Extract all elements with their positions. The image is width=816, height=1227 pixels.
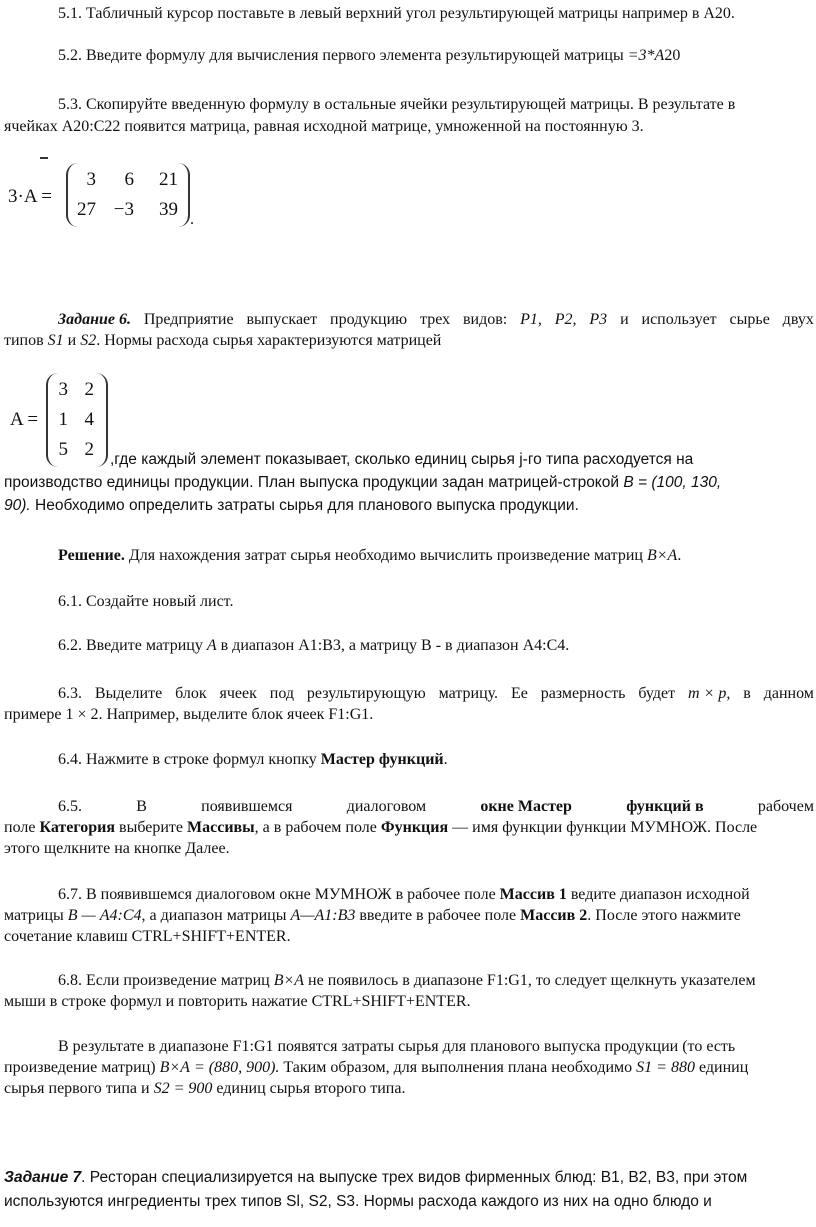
- text: произведение матриц): [4, 1059, 160, 1076]
- task7-label: Задание 7: [4, 1169, 82, 1186]
- text: выберите: [115, 819, 188, 836]
- field-name: Массив 1: [499, 886, 567, 903]
- task6-cont-line1: ,где каждый элемент показывает, сколько единиц сырья j-го типа расходуется на: [110, 451, 694, 468]
- text: . Нормы расхода сырья характеризуются матрицей: [96, 332, 442, 349]
- s1-symbol: S1: [47, 332, 64, 349]
- word: Выделите: [94, 685, 163, 702]
- word: 6.3.: [58, 685, 82, 702]
- field-name: Массивы: [187, 819, 255, 836]
- step-5-1: 5.1. Табличный курсор поставьте в левый верхний угол результирующей матрицы например в А20.: [58, 5, 735, 22]
- formula: =3*А: [627, 47, 665, 64]
- word: результирующую: [306, 685, 426, 702]
- step-6-5-line2: [4, 818, 757, 837]
- step-6-7-line2: [4, 906, 741, 925]
- right-bracket: [96, 373, 108, 467]
- word: продукцию: [330, 311, 408, 328]
- word: будет: [638, 685, 676, 702]
- step-6-5-line3: этого щелкните на кнопке Далее.: [4, 840, 230, 857]
- word: ячеек: [219, 685, 257, 702]
- result-line3: [4, 1079, 405, 1098]
- matrix-3a: [66, 163, 190, 227]
- text: в диапазон А1:В3, а матрицу В - в диапазон А4:С4.: [216, 637, 570, 654]
- text: единиц сырья второго типа.: [212, 1080, 406, 1097]
- matrix-cell: 39: [159, 199, 178, 220]
- word: рабочем: [757, 798, 814, 815]
- word: под: [269, 685, 295, 702]
- task6-cont-line2: [4, 474, 721, 493]
- plan-vector-end: 90).: [4, 497, 31, 514]
- step-6-5-line1: [58, 797, 814, 816]
- matrix-symbol: А: [206, 637, 217, 654]
- matrix-cell: 4: [84, 409, 94, 430]
- step-5-3-line2: ячейках А20:С22 появится матрица, равная исходной матрице, умноженной на постоянную 3.: [4, 118, 644, 135]
- range: В — А4:С4: [67, 907, 142, 924]
- result-expr: S2 = 900: [153, 1080, 213, 1097]
- text: 6.4. Нажмите в строке формул кнопку: [58, 751, 321, 768]
- matrix-cell: 27: [77, 199, 96, 220]
- step-5-2-text: 5.2. Введите формулу для вычисления первого элемента результирующей матрицы: [58, 47, 628, 64]
- step-6-2: [58, 636, 569, 655]
- step-5-2: [58, 46, 680, 65]
- text: Таким образом, для выполнения плана необходимо: [279, 1059, 637, 1076]
- word: выпускает: [246, 311, 318, 328]
- product-expr: В×А: [646, 547, 678, 564]
- wizard-name: Мастер функций: [320, 751, 444, 768]
- text: поле: [4, 819, 40, 836]
- step-6-7-line1: [58, 885, 750, 904]
- word: m × p,: [688, 685, 731, 702]
- text: . Ресторан специализируется на выпуске трех видов фирменных блюд: В1, В2, В3, при этом: [81, 1169, 748, 1186]
- task6-line2: [4, 331, 441, 350]
- matrix-a: [46, 373, 108, 467]
- text: , а диапазон матрицы: [141, 907, 291, 924]
- word: размерность: [540, 685, 626, 702]
- word: 6.5.: [58, 798, 82, 815]
- product-expr: В×А: [273, 972, 305, 989]
- word: Р1,: [520, 311, 542, 328]
- matrix-cell: 5: [58, 439, 68, 460]
- task7-line1: [4, 1169, 747, 1188]
- text: матрицы: [4, 907, 68, 924]
- text: 6.7. В появившемся диалоговом окне МУМНОЖ в рабочее поле: [58, 886, 500, 903]
- task6-line1: [58, 310, 814, 329]
- matrix-3a-dot: .: [190, 211, 194, 228]
- matrix-a-lhs: A =: [10, 409, 39, 430]
- word: в: [743, 685, 751, 702]
- text: единиц: [694, 1059, 749, 1076]
- step-6-3-line2: примере 1 × 2. Например, выделите блок ячеек F1:G1.: [4, 706, 374, 723]
- step-6-3-line1: [58, 684, 814, 703]
- s2-symbol: S2: [80, 332, 97, 349]
- word: Р3: [589, 311, 608, 328]
- plan-vector: В = (100, 130,: [623, 474, 722, 491]
- right-bracket: [178, 163, 190, 227]
- matrix-cell: 2: [84, 379, 94, 400]
- word: сырье: [729, 311, 770, 328]
- step-6-1: 6.1. Создайте новый лист.: [58, 593, 234, 610]
- text: , а в рабочем поле: [254, 819, 381, 836]
- text: введите в рабочее поле: [355, 907, 521, 924]
- matrix-cell: 2: [84, 439, 94, 460]
- text: ведите диапазон исходной: [566, 886, 750, 903]
- matrix-cell: 1: [58, 409, 68, 430]
- word: трех: [420, 311, 451, 328]
- task7-line2: используются ингредиенты трех типов Sl, S2, S3. Нормы расхода каждого из них на одно блюдо и: [4, 1193, 712, 1210]
- field-name: Функция: [380, 819, 449, 836]
- field-name: Категория: [39, 819, 116, 836]
- word: Предприятие: [143, 311, 234, 328]
- result-expr: S1 = 880: [636, 1059, 695, 1076]
- word: В: [136, 798, 147, 815]
- word: появившемся: [201, 798, 293, 815]
- word: блок: [175, 685, 207, 702]
- matrix-cell: 3: [86, 169, 96, 190]
- matrix-cell: −3: [113, 199, 134, 220]
- text: и: [63, 332, 81, 349]
- dash-mark: [40, 157, 48, 159]
- word: диалоговом: [346, 798, 427, 815]
- word: данном: [763, 685, 814, 702]
- result-expr: В×А = (880, 900).: [159, 1059, 280, 1076]
- word: функций в: [626, 798, 704, 815]
- word: Р2,: [554, 311, 577, 328]
- step-6-7-line3: сочетание клавиш CTRL+SHIFT+ENTER.: [4, 928, 291, 945]
- solution-label: Решение.: [58, 547, 125, 564]
- text: типов: [4, 332, 48, 349]
- text: . После этого нажмите: [587, 907, 741, 924]
- result-line2: [4, 1058, 748, 1077]
- text: .: [677, 547, 682, 564]
- task6-label: Задание 6.: [58, 311, 131, 328]
- word: окне Мастер: [480, 798, 572, 815]
- solution-line: [58, 546, 681, 565]
- matrix-cell: 6: [124, 169, 134, 190]
- matrix-cell: 3: [58, 379, 68, 400]
- matrix-3a-lhs: 3·A =: [8, 186, 52, 207]
- word: использует: [641, 311, 717, 328]
- step-6-4: [58, 750, 448, 769]
- field-name: Массив 2: [520, 907, 588, 924]
- text: Для нахождения затрат сырья необходимо вычислить произведение матриц: [124, 547, 647, 564]
- text: сырья первого типа и: [4, 1080, 154, 1097]
- word: Ее: [510, 685, 528, 702]
- word: и: [620, 311, 629, 328]
- text: Необходимо определить затраты сырья для планового выпуска продукции.: [30, 497, 579, 514]
- step-6-8-line2: мыши в строке формул и повторить нажатие CTRL+SHIFT+ENTER.: [4, 993, 471, 1010]
- result-line1: В результате в диапазоне F1:G1 появятся затраты сырья для планового выпуска продукции (то есть: [58, 1038, 736, 1055]
- word: двух: [782, 311, 814, 328]
- text: не появилось в диапазоне F1:G1, то следует щелкнуть указателем: [304, 972, 756, 989]
- step-5-3-line1: 5.3. Скопируйте введенную формулу в остальные ячейки результирующей матрицы. В результате в: [58, 96, 736, 113]
- formula-tail: 20: [664, 47, 681, 64]
- step-6-8-line1: [58, 971, 756, 990]
- text: 6.2. Введите матрицу: [58, 637, 207, 654]
- task6-cont-line3: [4, 497, 579, 516]
- range: А—А1:В3: [290, 907, 356, 924]
- text: .: [443, 751, 448, 768]
- matrix-cell: 21: [159, 169, 178, 190]
- text: производство единицы продукции. План выпуска продукции задан матрицей-строкой: [4, 474, 624, 491]
- text: — имя функции функции МУМНОЖ. После: [448, 819, 758, 836]
- word: матрицу.: [438, 685, 499, 702]
- text: 6.8. Если произведение матриц: [58, 972, 274, 989]
- word: видов:: [462, 311, 508, 328]
